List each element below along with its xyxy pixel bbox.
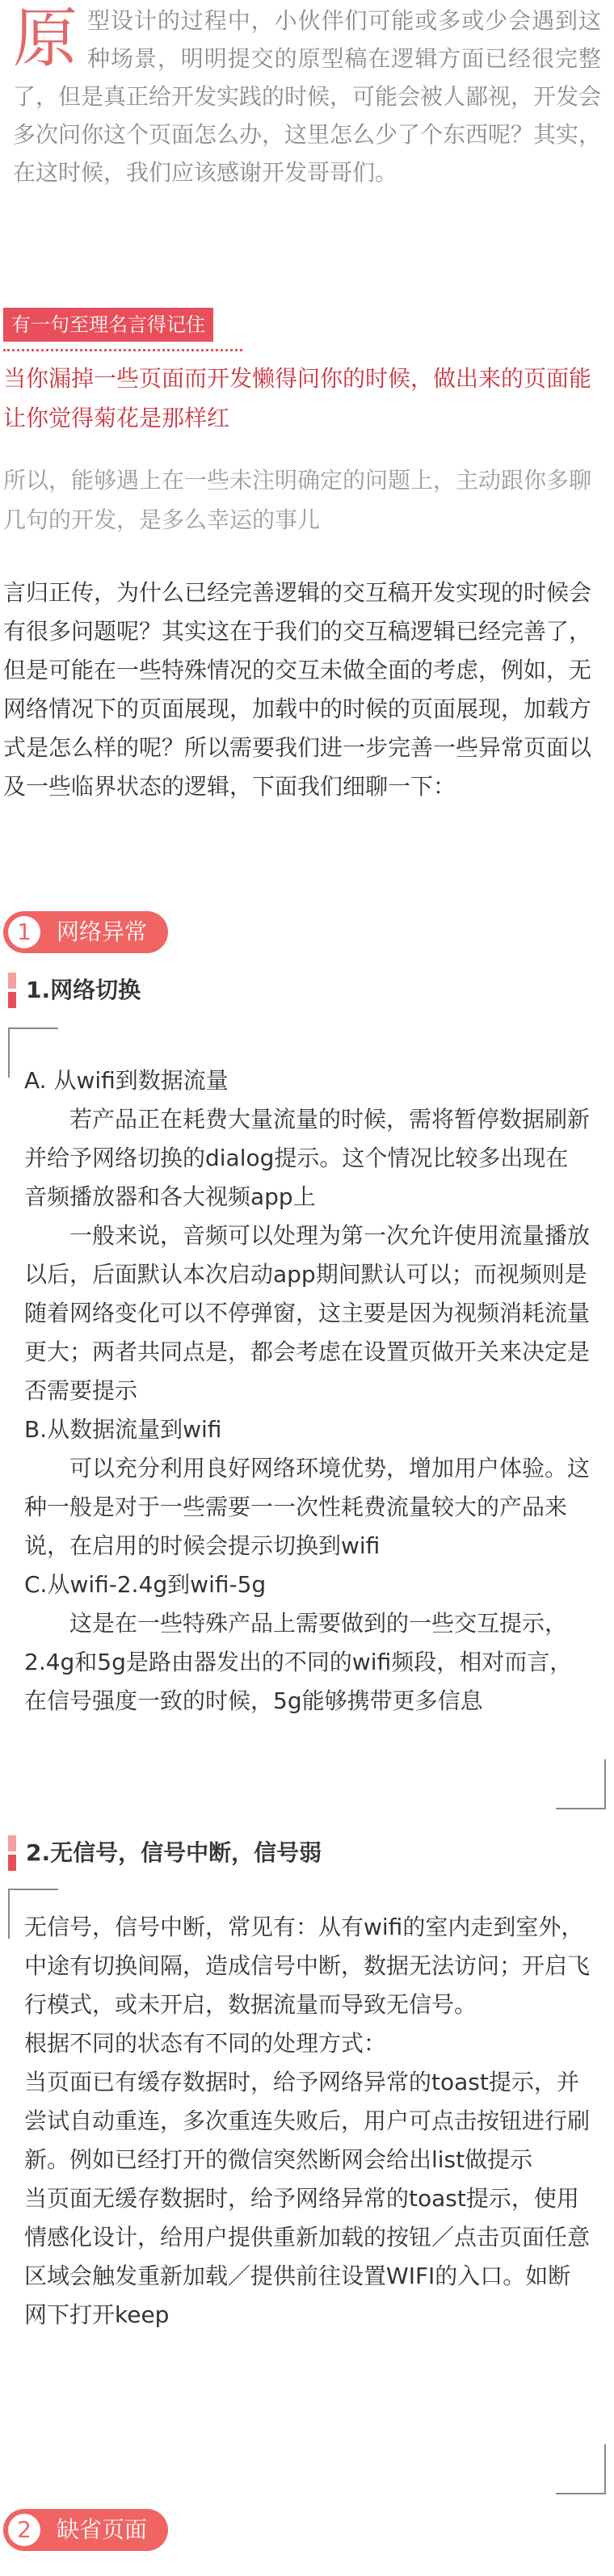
section-number: 1 [8,916,40,948]
subheading-marker-light [8,1835,16,1851]
subheading-marker-dark [8,992,16,1008]
subheading-marker-dark [8,1855,16,1871]
section-heading-network [3,911,173,956]
item-text: 当页面无缓存数据时，给予网络异常的toast提示，使用情感化设计，给用户提供重新加载的按钮／点击页面任意区域会触发重新加载／提供前往设置WIFI的入口。如断网下打开keep [24,2185,591,2328]
item-title: C.从wifi-2.4g到wifi-5g [24,1571,267,1598]
subheading-text: 2.无信号，信号中断，信号弱 [26,1839,322,1866]
item-text: 当页面已有缓存数据时，给予网络异常的toast提示，并尝试自动重连，多次重连失败后，用户可点击按钮进行刷新。例如已经打开的微信突然断网会给出list做提示 [24,2069,591,2173]
box-corner-bottom-right [556,1759,606,1809]
content-box-network-switch [8,1027,606,1809]
subheading-text: 1.网络切换 [26,977,141,1003]
soft-note: 所以，能够遇上在一些未注明确定的问题上，主动跟你多聊几句的开发，是多么幸运的事儿 [3,467,592,533]
section-heading-default-page [3,2509,173,2554]
item-text: 可以充分利用良好网络环境优势，增加用户体验。这种一般是对于一些需要一一次性耗费流量较大的产品来说，在启用的时候会提示切换到wifi [24,1455,591,1559]
tag-dotted-underline [3,349,242,351]
item-title: B.从数据流量到wifi [24,1416,222,1443]
box-body [8,1027,606,1721]
box-corner-bottom-right [556,2444,606,2494]
section-label: 缺省页面 [57,2516,148,2543]
intro-paragraph [13,2,601,191]
item-text: 无信号，信号中断，常见有：从有wifi的室内走到室外，中途有切换间隔，造成信号中断，数据无法访问；开启飞行模式，或未开启，数据流量而导致无信号。 [24,1914,591,2018]
body-paragraph: 言归正传，为什么已经完善逻辑的交互稿开发实现的时候会有很多问题呢？其实这在于我们的交互稿逻辑已经完善了，但是可能在一些特殊情况的交互未做全面的考虑，例如，无网络情况下的页面展现，加载中的时候的页面展现，加载方式是怎么样的呢？所以需要我们进一步完善一些异常页面以及一些临界状态的逻辑，下面我们细聊一下： [3,579,592,800]
item-text: 这是在一些特殊产品上需要做到的一些交互提示，2.4g和5g是路由器发出的不同的wifi频段，相对而言，在信号强度一致的时候，5g能够携带更多信息 [24,1610,573,1714]
item-title: A. 从wifi到数据流量 [24,1067,229,1094]
drop-cap: 原 [13,1,78,76]
subheading-marker-light [8,973,16,989]
section-number: 2 [8,2514,40,2546]
box-body [8,1889,606,2334]
content-box-no-signal [8,1889,606,2494]
highlight-quote: 当你漏掉一些页面而开发懒得问你的时候，做出来的页面能让你觉得菊花是那样红 [3,365,592,431]
highlight-tag: 有一句至理名言得记住 [3,308,213,342]
subheading-no-signal [3,1832,326,1876]
item-text: 若产品正在耗费大量流量的时候，需将暂停数据刷新并给予网络切换的dialog提示。这个情况比较多出现在音频播放器和各大视频app上 [24,1106,591,1210]
intro-text: 型设计的过程中，小伙伴们可能或多或少会遇到这种场景，明明提交的原型稿在逻辑方面已经很完整了，但是真正给开发实践的时候，可能会被人鄙视，开发会多次问你这个页面怎么办，这里怎么少了个东西呢？其实，在这时候，我们应该感谢开发哥哥们。 [13,7,602,186]
item-text: 一般来说，音频可以处理为第一次允许使用流量播放以后，后面默认本次启动app期间默认可以；而视频则是随着网络变化可以不停弹窗，这主要是因为视频消耗流量更大；两者共同点是，都会考虑在设置页做开关来决定是否需要提示 [24,1222,591,1404]
section-label: 网络异常 [57,918,148,945]
item-text: 根据不同的状态有不同的处理方式： [24,2030,387,2057]
subheading-network-switch [3,969,326,1013]
